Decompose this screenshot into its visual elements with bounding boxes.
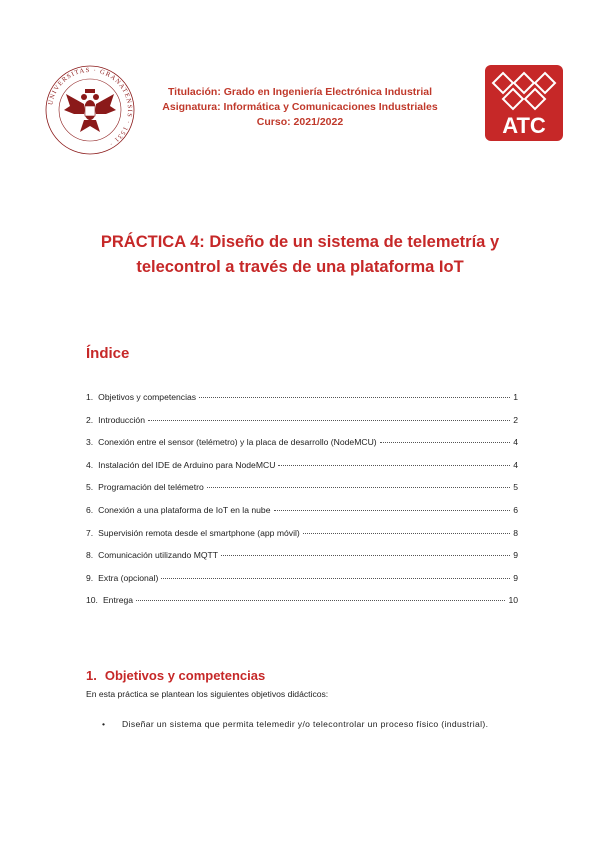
- toc-item-page: 2: [513, 414, 518, 425]
- toc-item-number: 2.: [86, 414, 94, 425]
- toc-item-label: Comunicación utilizando MQTT: [98, 550, 219, 561]
- university-seal-logo: [44, 64, 136, 156]
- toc-item-label: Introducción: [98, 414, 145, 425]
- toc-item-label: Conexión a una plataforma de IoT en la nube: [98, 504, 271, 515]
- toc-item-page: 6: [513, 504, 518, 515]
- bullet-icon: •: [102, 719, 106, 729]
- toc-item[interactable]: [86, 595, 518, 618]
- toc-item-number: 8.: [86, 550, 94, 561]
- bullet-text: Diseñar un sistema que permita telemedir y/o telecontrolar un proceso físico (industrial).: [122, 719, 489, 729]
- section-intro-text: En esta práctica se plantean los siguientes objetivos didácticos:: [86, 689, 329, 699]
- svg-text:ATC: ATC: [502, 113, 546, 138]
- toc-item-page: 8: [513, 527, 518, 538]
- toc-item[interactable]: [86, 505, 518, 528]
- toc-leader-dots: [161, 578, 510, 579]
- toc-item-number: 1.: [86, 392, 94, 402]
- toc-item-page: 9: [513, 550, 518, 561]
- toc-item-label: Extra (opcional): [98, 572, 159, 583]
- toc-item[interactable]: [86, 415, 518, 438]
- course-header: [150, 85, 450, 130]
- toc-leader-dots: [207, 487, 510, 488]
- toc-leader-dots: [148, 420, 510, 421]
- toc-leader-dots: [221, 555, 510, 556]
- section-heading: [86, 668, 265, 683]
- toc-item[interactable]: [86, 437, 518, 460]
- toc-item-page: 10: [508, 595, 518, 606]
- toc-item[interactable]: [86, 550, 518, 573]
- toc-item-page: 9: [513, 572, 518, 583]
- title-line-2: telecontrol a través de una plataforma IoT: [136, 258, 464, 276]
- toc-item[interactable]: [86, 392, 518, 415]
- toc-item[interactable]: [86, 460, 518, 483]
- toc-item-number: 5.: [86, 482, 94, 493]
- toc-item-page: 4: [513, 459, 518, 470]
- degree-line: Titulación: Grado en Ingeniería Electrónica Industrial: [167, 86, 433, 98]
- toc-item-label: Entrega: [102, 595, 134, 606]
- toc-item-number: 10.: [86, 595, 98, 606]
- section-number: 1.: [86, 668, 97, 683]
- toc-item-page: 5: [513, 482, 518, 493]
- toc-item-number: 4.: [86, 459, 94, 470]
- toc-item-page: 4: [513, 437, 518, 448]
- svg-text:UNIVERSITAS · GRANATENSIS · 15: UNIVERSITAS · GRANATENSIS · 1531 ·: [47, 66, 134, 148]
- bullet-list-item: [102, 716, 516, 732]
- table-of-contents: [86, 392, 518, 618]
- toc-item-number: 3.: [86, 437, 94, 448]
- toc-item-label: Programación del telémetro: [98, 482, 204, 493]
- atc-logo: [485, 65, 563, 141]
- toc-item-label: Supervisión remota desde el smartphone (app móvil): [98, 527, 300, 538]
- toc-item-page: 1: [513, 392, 518, 402]
- toc-leader-dots: [380, 442, 511, 443]
- toc-item-number: 6.: [86, 504, 94, 515]
- section-title: Objetivos y competencias: [104, 668, 266, 683]
- toc-item[interactable]: [86, 482, 518, 505]
- toc-leader-dots: [136, 600, 505, 601]
- toc-item[interactable]: [86, 573, 518, 596]
- toc-item[interactable]: [86, 528, 518, 551]
- toc-item-label: Objetivos y competencias: [98, 392, 197, 402]
- toc-item-label: Conexión entre el sensor (telémetro) y la placa de desarrollo (NodeMCU): [98, 437, 377, 448]
- course-year-line: Curso: 2021/2022: [256, 116, 344, 128]
- toc-leader-dots: [199, 397, 510, 398]
- title-line-1: PRÁCTICA 4: Diseño de un sistema de telemetría y: [100, 233, 500, 251]
- toc-heading: Índice: [86, 345, 130, 362]
- toc-leader-dots: [278, 465, 510, 466]
- toc-leader-dots: [303, 533, 510, 534]
- toc-leader-dots: [274, 510, 511, 511]
- toc-item-label: Instalación del IDE de Arduino para NodeMCU: [98, 459, 276, 470]
- toc-item-number: 7.: [86, 527, 94, 538]
- toc-item-number: 9.: [86, 572, 94, 583]
- document-title: [80, 230, 520, 280]
- subject-line: Asignatura: Informática y Comunicaciones Industriales: [162, 101, 438, 113]
